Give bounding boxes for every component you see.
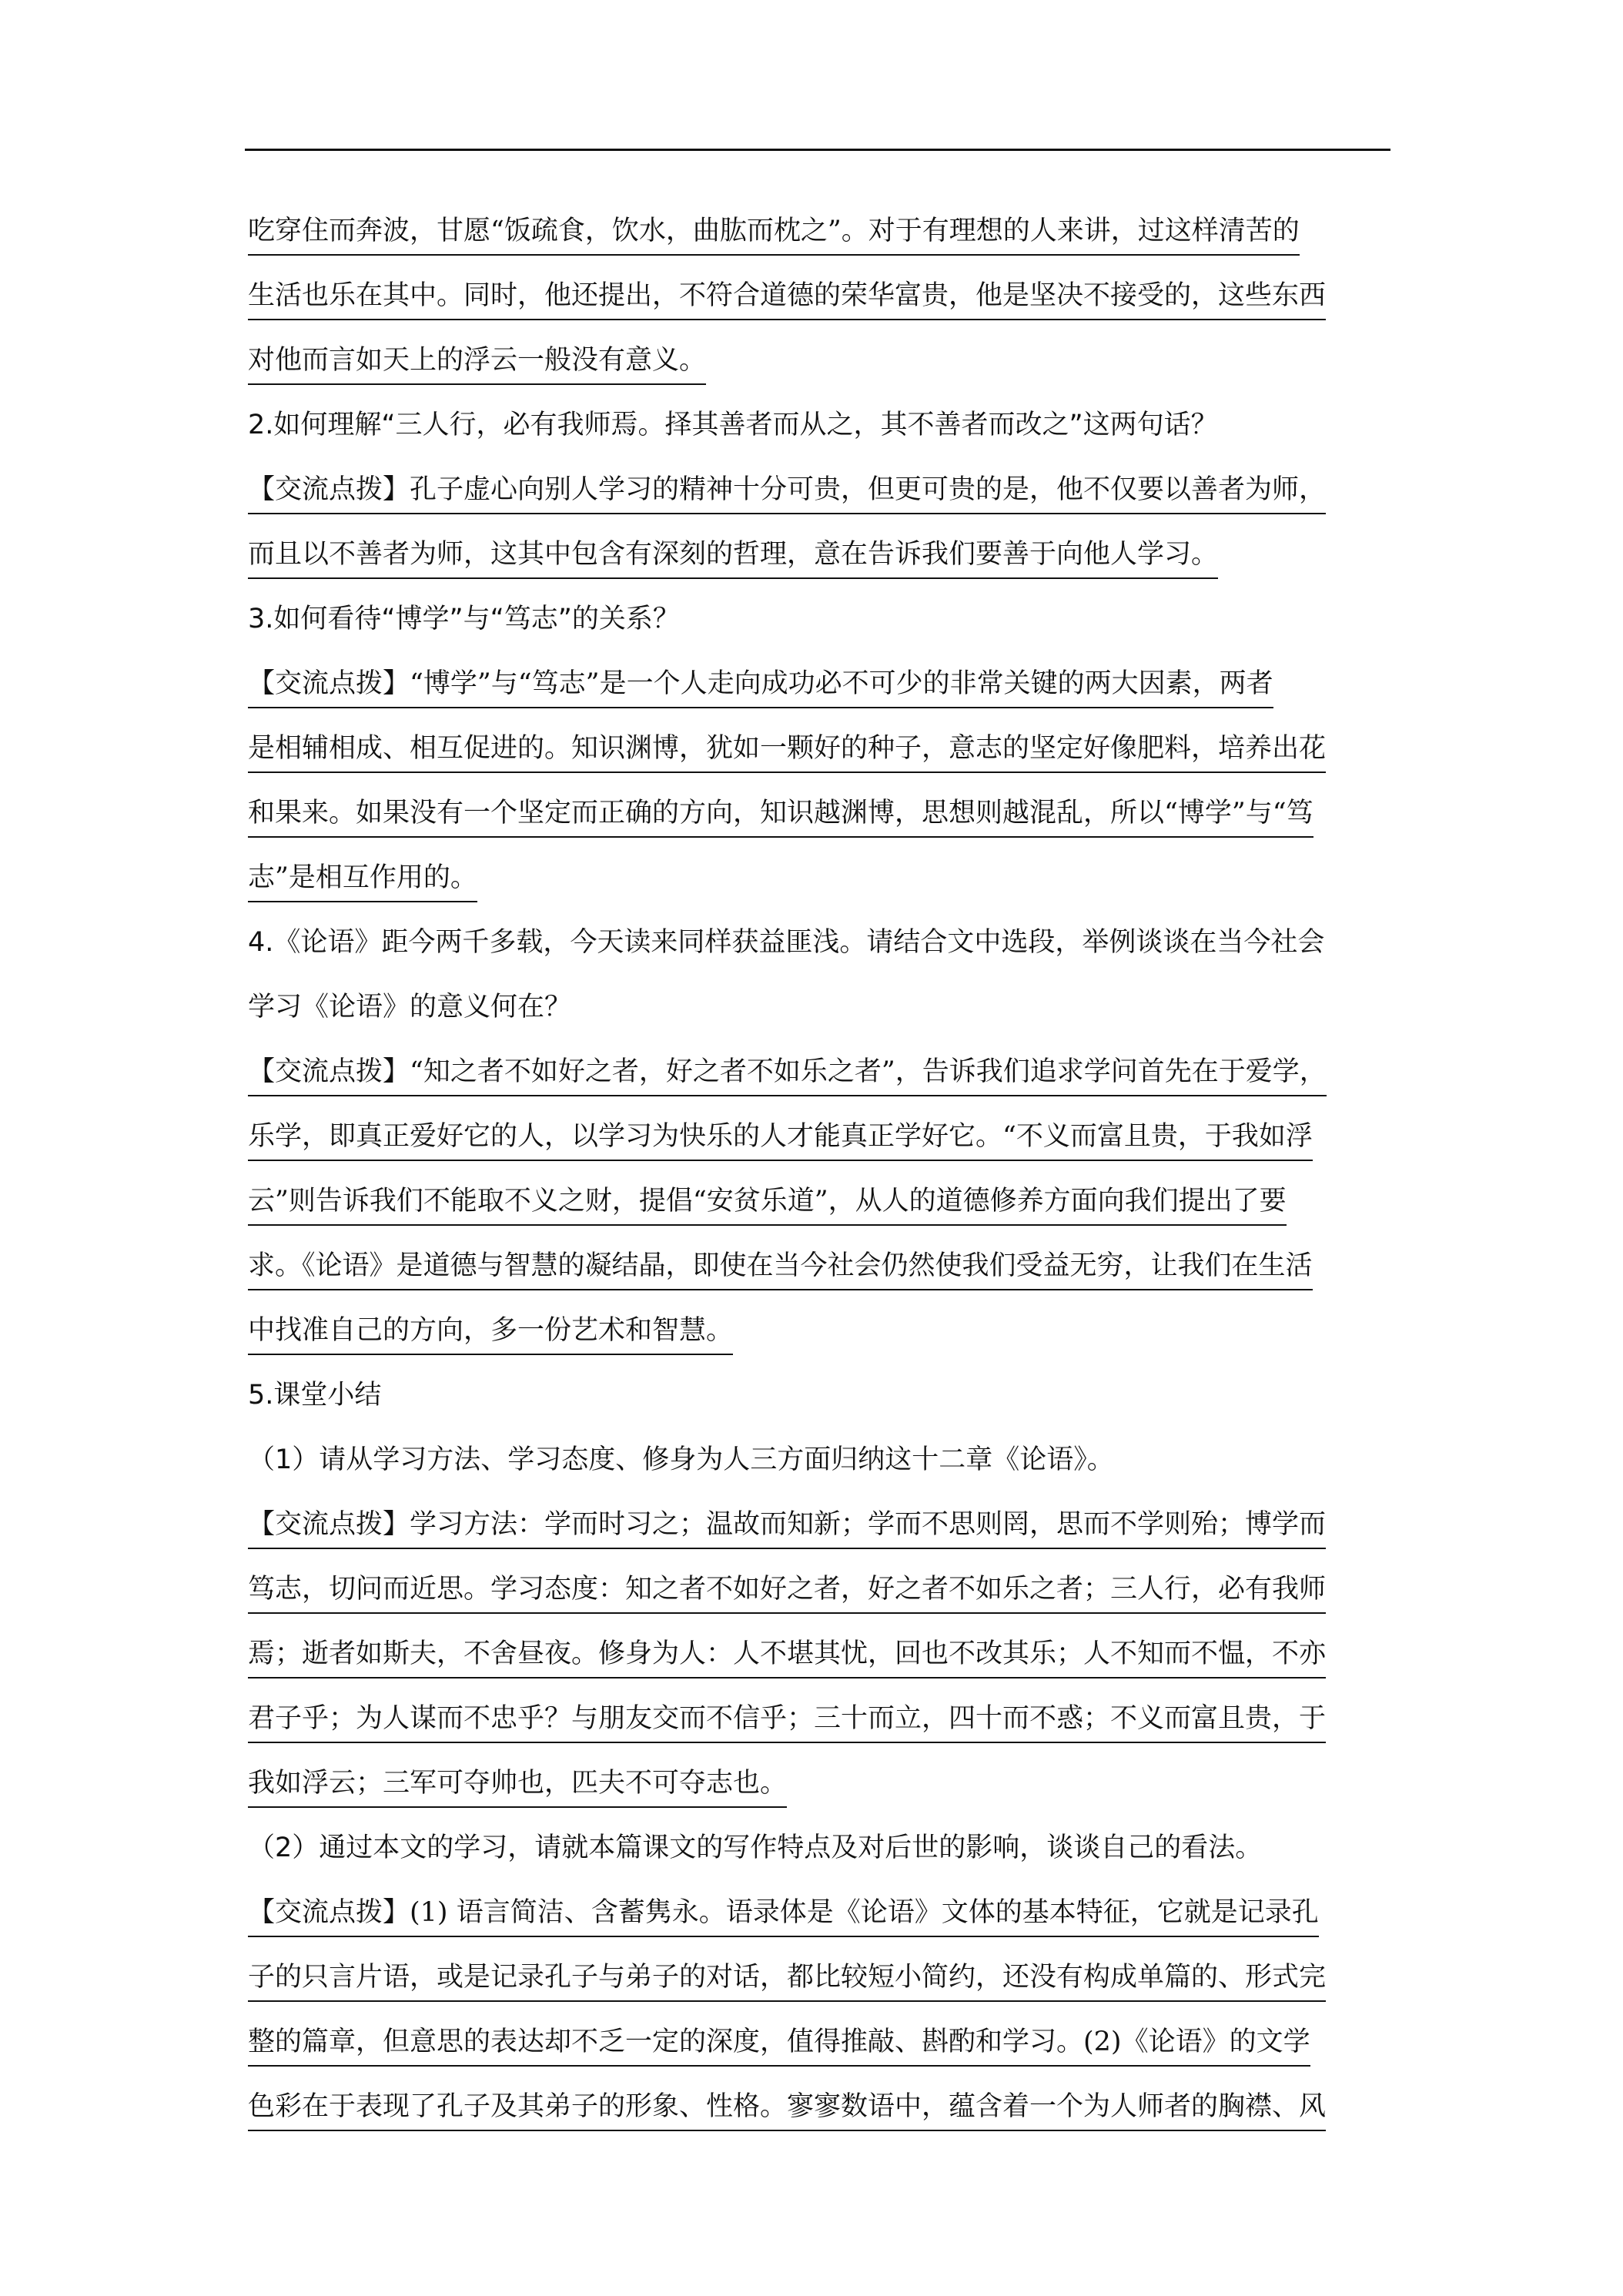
answer-line bbox=[248, 522, 1387, 587]
question-line bbox=[248, 1427, 1387, 1492]
question-text: （1）请从学习方法、学习态度、修身为人三方面归纳这十二章《论语》。 bbox=[248, 1444, 1114, 1475]
question-text: （2）通过本文的学习，请就本篇课文的写作特点及对后世的影响，谈谈自己的看法。 bbox=[248, 1832, 1263, 1863]
answer-text: 子的只言片语，或是记录孔子与弟子的对话，都比较短小简约，还没有构成单篇的、形式完 bbox=[248, 1956, 1326, 2002]
question-line bbox=[248, 910, 1387, 975]
question-text: 5.课堂小结 bbox=[248, 1380, 382, 1411]
answer-text: 和果来。如果没有一个坚定而正确的方向，知识越渊博，思想则越混乱，所以“博学”与“笃 bbox=[248, 792, 1313, 838]
answer-line bbox=[248, 2074, 1387, 2139]
answer-line bbox=[248, 1622, 1387, 1686]
answer-text: 对他而言如天上的浮云一般没有意义。 bbox=[248, 339, 706, 385]
answer-text: 而且以不善者为师，这其中包含有深刻的哲理，意在告诉我们要善于向他人学习。 bbox=[248, 533, 1218, 579]
question-text: 4.《论语》距今两千多载，今天读来同样获益匪浅。请结合文中选段，举例谈谈在当今社会 bbox=[248, 927, 1325, 958]
answer-text: 乐学，即真正爱好它的人，以学习为快乐的人才能真正学好它。“不义而富且贵，于我如浮 bbox=[248, 1115, 1313, 1161]
answer-text: 君子乎；为人谋而不忠乎？与朋友交而不信乎；三十而立，四十而不惑；不义而富且贵，于 bbox=[248, 1697, 1326, 1743]
answer-line bbox=[248, 1945, 1387, 2010]
answer-line bbox=[248, 716, 1387, 781]
header-rule bbox=[245, 149, 1390, 151]
answer-line bbox=[248, 199, 1387, 263]
answer-line bbox=[248, 1039, 1387, 1104]
answer-line bbox=[248, 1492, 1387, 1557]
document-body bbox=[248, 199, 1387, 2139]
question-line bbox=[248, 393, 1387, 457]
answer-line bbox=[248, 1298, 1387, 1363]
answer-line bbox=[248, 781, 1387, 845]
answer-text: 志”是相互作用的。 bbox=[248, 856, 477, 902]
question-line bbox=[248, 1816, 1387, 1880]
answer-line bbox=[248, 1104, 1387, 1169]
answer-line bbox=[248, 1233, 1387, 1298]
answer-text: 色彩在于表现了孔子及其弟子的形象、性格。寥寥数语中，蕴含着一个为人师者的胸襟、风 bbox=[248, 2085, 1326, 2131]
question-line bbox=[248, 1363, 1387, 1427]
answer-text: 我如浮云；三军可夺帅也，匹夫不可夺志也。 bbox=[248, 1762, 787, 1808]
answer-text: 【交流点拨】孔子虚心向别人学习的精神十分可贵，但更可贵的是，他不仅要以善者为师， bbox=[248, 468, 1326, 514]
answer-line bbox=[248, 2010, 1387, 2074]
answer-text: 生活也乐在其中。同时，他还提出，不符合道德的荣华富贵，他是坚决不接受的，这些东西 bbox=[248, 274, 1326, 320]
question-text: 2.如何理解“三人行，必有我师焉。择其善者而从之，其不善者而改之”这两句话？ bbox=[248, 410, 1218, 440]
answer-line bbox=[248, 651, 1387, 716]
answer-line bbox=[248, 1880, 1387, 1945]
answer-line bbox=[248, 845, 1387, 910]
answer-text: 整的篇章，但意思的表达却不乏一定的深度，值得推敲、斟酌和学习。(2)《论语》的文学 bbox=[248, 2020, 1310, 2067]
answer-text: 求。《论语》是道德与智慧的凝结晶，即使在当今社会仍然使我们受益无穷，让我们在生活 bbox=[248, 1244, 1313, 1290]
question-text: 学习《论语》的意义何在？ bbox=[248, 992, 572, 1022]
answer-line bbox=[248, 1751, 1387, 1816]
answer-text: 【交流点拨】“博学”与“笃志”是一个人走向成功必不可少的非常关键的两大因素，两者 bbox=[248, 662, 1273, 708]
question-text: 3.如何看待“博学”与“笃志”的关系？ bbox=[248, 604, 680, 634]
question-line bbox=[248, 975, 1387, 1039]
answer-text: 云”则告诉我们不能取不义之财，提倡“安贫乐道”，从人的道德修养方面向我们提出了要 bbox=[248, 1180, 1287, 1226]
answer-text: 【交流点拨】“知之者不如好之者，好之者不如乐之者”，告诉我们追求学问首先在于爱学， bbox=[248, 1050, 1327, 1096]
answer-text: 笃志，切问而近思。学习态度：知之者不如好之者，好之者不如乐之者；三人行，必有我师 bbox=[248, 1568, 1326, 1614]
answer-text: 【交流点拨】学习方法：学而时习之；温故而知新；学而不思则罔，思而不学则殆；博学而 bbox=[248, 1503, 1326, 1549]
answer-line bbox=[248, 457, 1387, 522]
answer-text: 【交流点拨】(1) 语言简洁、含蓄隽永。语录体是《论语》文体的基本特征，它就是记录孔 bbox=[248, 1891, 1319, 1937]
answer-text: 吃穿住而奔波，甘愿“饭疏食，饮水，曲肱而枕之”。对于有理想的人来讲，过这样清苦的 bbox=[248, 209, 1300, 256]
answer-line bbox=[248, 1686, 1387, 1751]
answer-text: 中找准自己的方向，多一份艺术和智慧。 bbox=[248, 1309, 733, 1355]
question-line bbox=[248, 587, 1387, 651]
answer-line bbox=[248, 1169, 1387, 1233]
answer-line bbox=[248, 328, 1387, 393]
answer-line bbox=[248, 1557, 1387, 1622]
answer-text: 是相辅相成、相互促进的。知识渊博，犹如一颗好的种子，意志的坚定好像肥料，培养出花 bbox=[248, 727, 1326, 773]
answer-line bbox=[248, 263, 1387, 328]
answer-text: 焉；逝者如斯夫，不舍昼夜。修身为人：人不堪其忧，回也不改其乐；人不知而不愠，不亦 bbox=[248, 1632, 1326, 1678]
